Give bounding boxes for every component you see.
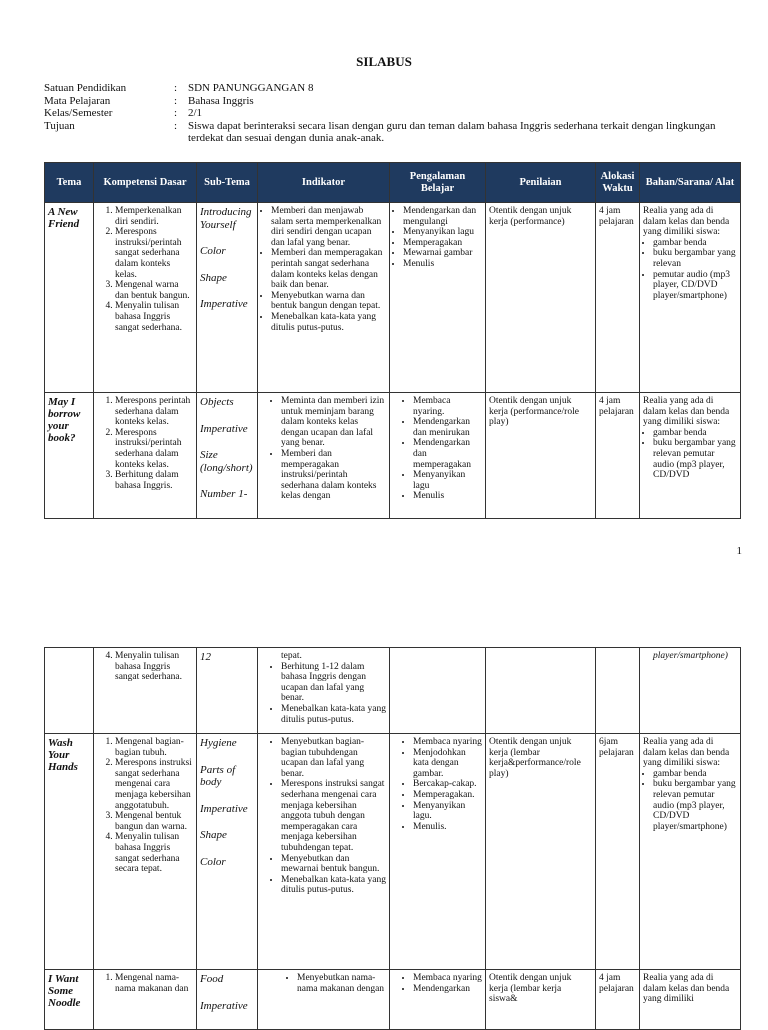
list-item: • Menulis bbox=[403, 259, 482, 270]
list-item: • Memperagakan. bbox=[413, 790, 482, 801]
cell-sub-tema bbox=[197, 203, 258, 393]
cell-penilaian: Otentik dengan unjuk kerja (lembar kerja siswa& bbox=[486, 970, 596, 1030]
sub-tema-item: Size (long/short) bbox=[200, 449, 253, 474]
cell-penilaian: Otentik dengan unjuk kerja (performance) bbox=[486, 203, 596, 393]
table-row bbox=[45, 734, 741, 970]
cell-penilaian: Otentik dengan unjuk kerja (performance/role play) bbox=[486, 393, 596, 519]
list-item: 2. Merespons instruksi/perintah sederhana dalam konteks kelas. bbox=[115, 428, 193, 470]
list-item: • Mewarnai gambar bbox=[403, 248, 482, 259]
cell-kompetensi bbox=[94, 203, 197, 393]
sub-tema-item: Parts of body bbox=[200, 763, 236, 788]
list-item: • Membaca nyaring bbox=[413, 737, 482, 748]
sub-tema-item: Number 1- bbox=[200, 488, 248, 500]
table-row bbox=[45, 970, 741, 1030]
list-item: • buku bergambar yang relevan bbox=[653, 248, 737, 269]
meta-colon: : bbox=[174, 82, 178, 94]
sub-tema-item: Imperative bbox=[200, 999, 248, 1012]
list-item: • Memberi dan memperagakan instruksi/perintah sederhana dalam konteks kelas dengan bbox=[281, 449, 386, 502]
sub-tema-item: Introducing Yourself bbox=[200, 206, 252, 231]
list-item: 1. Mengenal bagian-bagian tubuh. bbox=[115, 737, 193, 758]
cell-waktu: 6jam pelajaran bbox=[596, 734, 640, 970]
sub-tema-item: Imperative bbox=[200, 298, 248, 310]
list-item: • Merespons instruksi sangat sederhana mengenai cara menjaga kebersihan anggota tubuh dengan memperagakan cara menjaga kebersihan tubuhdengan tepat. bbox=[281, 779, 386, 853]
list-item: 3. Mengenal warna dan bentuk bangun. bbox=[115, 280, 193, 301]
cell-sub-tema bbox=[197, 648, 258, 734]
sub-tema-item: 12 bbox=[200, 651, 211, 663]
list-item: 1. Mengenal nama-nama makanan dan bbox=[115, 973, 193, 994]
list-item: 1. Merespons perintah sederhana dalam konteks kelas. bbox=[115, 396, 193, 428]
cell-pengalaman bbox=[390, 970, 486, 1030]
sub-tema-item: Food bbox=[200, 973, 224, 985]
cell-penilaian bbox=[486, 648, 596, 734]
meta-value: SDN PANUNGGANGAN 8 bbox=[188, 82, 314, 94]
meta-label: Satuan Pendidikan bbox=[44, 82, 127, 94]
list-item: • Menyebutkan warna dan bentuk bangun dengan tepat. bbox=[271, 291, 386, 312]
cell-waktu: 4 jam pelajaran bbox=[596, 203, 640, 393]
cell-indikator bbox=[258, 970, 390, 1030]
cell-waktu: 4 jam pelajaran bbox=[596, 970, 640, 1030]
meta-row-satuan bbox=[44, 82, 734, 95]
list-item: 3. Mengenal bentuk bangun dan warna. bbox=[115, 811, 193, 832]
list-item: • Mendengarkan bbox=[413, 984, 482, 995]
list-item: • Menyanyikan lagu bbox=[403, 227, 482, 238]
cell-indikator bbox=[258, 393, 390, 519]
cell-bahan bbox=[640, 393, 741, 519]
cell-bahan bbox=[640, 648, 741, 734]
list-item: • Menulis bbox=[413, 491, 482, 502]
cell-tema bbox=[45, 648, 94, 734]
list-item: • Menyebutkan bagian-bagian tubuhdengan ucapan dan lafal yang benar. bbox=[281, 737, 386, 779]
list-item: 2. Merespons instruksi/perintah sangat sederhana dalam konteks kelas. bbox=[115, 227, 193, 280]
meta-row-tujuan bbox=[44, 120, 734, 145]
meta-value: Bahasa Inggris bbox=[188, 94, 254, 107]
list-item: • Menjodohkan kata dengan gambar. bbox=[413, 748, 482, 780]
meta-colon: : bbox=[174, 107, 178, 119]
list-item: • Menyanyikan lagu bbox=[413, 470, 482, 491]
list-item: • gambar benda bbox=[653, 428, 737, 439]
header-kompetensi-dasar: Kompetensi Dasar bbox=[94, 163, 197, 203]
cell-tema: I Want Some Noodle bbox=[45, 970, 94, 1030]
meta-label: Mata Pelajaran bbox=[44, 94, 111, 107]
list-item: 3. Berhitung dalam bahasa Inggris. bbox=[115, 470, 193, 491]
list-item: • Meminta dan memberi izin untuk meminjam barang dalam konteks kelas dengan ucapan dan lafal yang benar. bbox=[281, 396, 386, 449]
cell-bahan bbox=[640, 734, 741, 970]
cell-kompetensi bbox=[94, 393, 197, 519]
cell-indikator bbox=[258, 734, 390, 970]
list-item: • Menyebutkan dan mewarnai bentuk bangun. bbox=[281, 854, 386, 875]
list-item: • Berhitung 1-12 dalam bahasa Inggris dengan ucapan dan lafal yang benar. bbox=[281, 662, 386, 704]
sub-tema-item: Color bbox=[200, 855, 226, 868]
cell-penilaian: Otentik dengan unjuk kerja (lembar kerja&performance/role play) bbox=[486, 734, 596, 970]
list-item: • Memperagakan bbox=[403, 238, 482, 249]
list-item: • Bercakap-cakap. bbox=[413, 779, 482, 790]
meta-row-kelas bbox=[44, 107, 734, 120]
cell-indikator bbox=[258, 203, 390, 393]
header-bahan-sarana-alat: Bahan/Sarana/ Alat bbox=[640, 163, 741, 203]
sub-tema-item: Objects bbox=[200, 396, 234, 408]
sub-tema-item: Imperative bbox=[200, 422, 248, 435]
syllabus-table-page-1 bbox=[44, 162, 741, 519]
cell-bahan bbox=[640, 970, 741, 1030]
header-tema: Tema bbox=[45, 163, 94, 203]
table-row bbox=[45, 648, 741, 734]
meta-label: Tujuan bbox=[44, 119, 75, 132]
cell-bahan bbox=[640, 203, 741, 393]
cell-waktu: 4 jam pelajaran bbox=[596, 393, 640, 519]
header-sub-tema: Sub-Tema bbox=[197, 163, 258, 203]
list-item: • Membaca nyaring. bbox=[413, 396, 482, 417]
cell-pengalaman bbox=[390, 203, 486, 393]
list-item: • Membaca nyaring bbox=[413, 973, 482, 984]
list-item: • buku bergambar yang relevan pemutar audio (mp3 player, CD/DVD bbox=[653, 438, 737, 480]
list-item: • Menyanyikan lagu. bbox=[413, 801, 482, 822]
cell-tema: May I borrow your book? bbox=[45, 393, 94, 519]
list-item: • gambar benda bbox=[653, 769, 737, 780]
header-penilaian: Penilaian bbox=[486, 163, 596, 203]
list-item: • Menebalkan kata-kata yang ditulis putus-putus. bbox=[281, 875, 386, 896]
document-meta bbox=[44, 82, 734, 145]
meta-colon: : bbox=[174, 119, 178, 132]
list-item: • gambar benda bbox=[653, 238, 737, 249]
cell-kompetensi bbox=[94, 648, 197, 734]
cell-sub-tema bbox=[197, 734, 258, 970]
bahan-intro: Realia yang ada di dalam kelas dan benda yang dimiliki siswa: bbox=[643, 206, 730, 238]
page-title: SILABUS bbox=[356, 54, 412, 69]
header-alokasi-waktu: Alokasi Waktu bbox=[596, 163, 640, 203]
cell-sub-tema bbox=[197, 393, 258, 519]
list-item: • Mendengarkan dan menirukan bbox=[413, 417, 482, 438]
cell-pengalaman bbox=[390, 734, 486, 970]
cell-kompetensi bbox=[94, 734, 197, 970]
bahan-intro: Realia yang ada di dalam kelas dan benda yang dimiliki bbox=[643, 973, 730, 1005]
list-item: • pemutar audio (mp3 player, CD/DVD player/smartphone) bbox=[653, 270, 737, 302]
meta-value: 2/1 bbox=[188, 107, 203, 119]
cell-tema: A New Friend bbox=[45, 203, 94, 393]
cell-waktu bbox=[596, 648, 640, 734]
meta-row-mapel bbox=[44, 95, 734, 108]
cell-tema: Wash Your Hands bbox=[45, 734, 94, 970]
cell-sub-tema bbox=[197, 970, 258, 1030]
sub-tema-item: Shape bbox=[200, 271, 227, 284]
meta-value: Siswa dapat berinteraksi secara lisan dengan guru dan teman dalam bahasa Inggris sederhana terkait dengan lingkungan terdekat dan sesuai dengan dunia anak-anak. bbox=[188, 119, 716, 144]
list-item: 4. Menyalin tulisan bahasa Inggris sangat sederhana secara tepat. bbox=[115, 832, 193, 874]
list-item: • Menebalkan kata-kata yang ditulis putus-putus. bbox=[281, 704, 386, 725]
table-row bbox=[45, 393, 741, 519]
meta-label: Kelas/Semester bbox=[44, 107, 113, 119]
header-pengalaman-belajar: Pengalaman Belajar bbox=[390, 163, 486, 203]
list-item: • Menyebutkan nama-nama makanan dengan bbox=[297, 973, 386, 994]
sub-tema-item: Imperative bbox=[200, 802, 248, 815]
list-item: 2. Merespons instruksi sangat sederhana mengenai cara menjaga kebersihan anggotatubuh. bbox=[115, 758, 193, 811]
cell-indikator bbox=[258, 648, 390, 734]
bahan-intro: Realia yang ada di dalam kelas dan benda yang dimiliki siswa: bbox=[643, 396, 730, 428]
list-item: 1. Memperkenalkan diri sendiri. bbox=[115, 206, 193, 227]
list-item: 4. Menyalin tulisan bahasa Inggris sangat sederhana. bbox=[115, 301, 193, 333]
cell-pengalaman bbox=[390, 648, 486, 734]
list-item: • Memberi dan memperagakan perintah sangat sederhana dalam konteks kelas dengan baik dan benar. bbox=[271, 248, 386, 290]
list-item: • Mendengarkan dan memperagakan bbox=[413, 438, 482, 470]
sub-tema-item: Hygiene bbox=[200, 737, 237, 749]
table-header-row bbox=[45, 163, 741, 203]
list-item: • Menebalkan kata-kata yang ditulis putus-putus. bbox=[271, 312, 386, 333]
list-item: • Memberi dan menjawab salam serta memperkenalkan diri sendiri dengan ucapan dan lafal yang benar. bbox=[271, 206, 386, 248]
bahan-continued: player/smartphone) bbox=[653, 651, 728, 661]
indikator-continued: tepat. bbox=[281, 651, 302, 661]
sub-tema-item: Color bbox=[200, 245, 226, 257]
list-item: 4. Menyalin tulisan bahasa Inggris sangat sederhana. bbox=[115, 651, 193, 683]
sub-tema-item: Shape bbox=[200, 829, 227, 841]
list-item: • Mendengarkan dan mengulangi bbox=[403, 206, 482, 227]
bahan-intro: Realia yang ada di dalam kelas dan benda yang dimiliki siswa: bbox=[643, 737, 730, 769]
meta-colon: : bbox=[174, 94, 178, 107]
table-row bbox=[45, 203, 741, 393]
list-item: • Menulis. bbox=[413, 822, 482, 833]
cell-pengalaman bbox=[390, 393, 486, 519]
page-number: 1 bbox=[736, 545, 742, 557]
syllabus-table-page-2 bbox=[44, 647, 741, 1030]
header-indikator: Indikator bbox=[258, 163, 390, 203]
cell-kompetensi bbox=[94, 970, 197, 1030]
list-item: • buku bergambar yang relevan pemutar audio (mp3 player, CD/DVD player/smartphone) bbox=[653, 779, 737, 832]
